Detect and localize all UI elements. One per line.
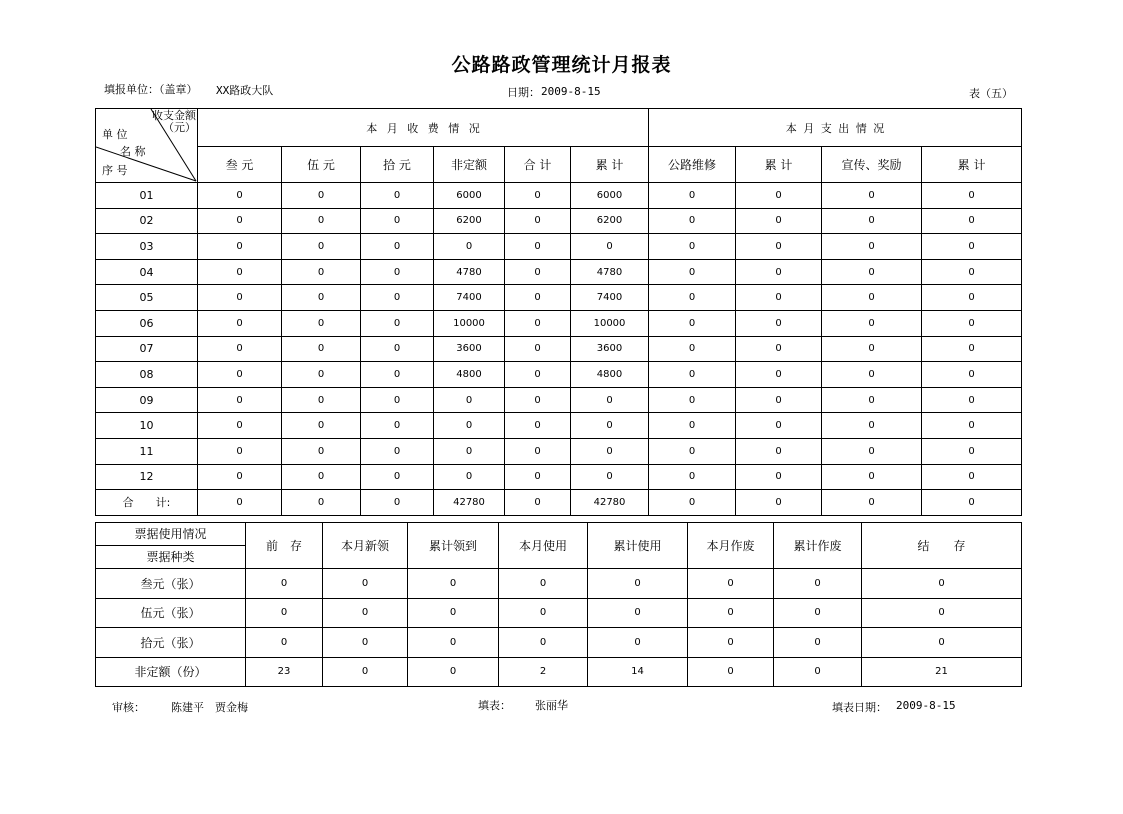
ticket-row <box>96 657 1022 687</box>
data-cell: 4780 <box>434 259 505 285</box>
row-label: 04 <box>96 259 198 285</box>
date-value: 2009-8-15 <box>541 85 601 98</box>
table-row <box>96 183 1022 209</box>
data-cell: 0 <box>505 413 571 439</box>
data-cell: 0 <box>361 208 434 234</box>
data-cell: 42780 <box>571 490 649 516</box>
ticket-corner-cell <box>96 523 246 569</box>
data-cell: 0 <box>822 490 922 516</box>
data-cell: 0 <box>361 490 434 516</box>
row-label: 02 <box>96 208 198 234</box>
ticket-usage-label: 票据使用情况 <box>96 523 245 546</box>
ticket-type: 非定额（份） <box>96 657 246 687</box>
expense-group-header: 本 月 支 出 情 况 <box>649 109 1022 147</box>
data-cell: 0 <box>282 336 361 362</box>
ticket-row <box>96 628 1022 658</box>
filler-name: 张丽华 <box>535 699 568 712</box>
data-cell: 0 <box>361 464 434 490</box>
data-cell: 0 <box>505 183 571 209</box>
data-cell: 0 <box>505 259 571 285</box>
ticket-column-header: 本月作废 <box>688 523 774 569</box>
data-cell: 0 <box>822 413 922 439</box>
data-cell: 0 <box>198 438 282 464</box>
ticket-cell: 0 <box>408 569 499 599</box>
data-cell: 0 <box>736 259 822 285</box>
column-header: 公路维修 <box>649 147 736 183</box>
data-cell: 0 <box>198 387 282 413</box>
data-cell: 4780 <box>571 259 649 285</box>
data-cell: 0 <box>649 285 736 311</box>
report-title: 公路路政管理统计月报表 <box>451 54 672 76</box>
data-cell: 0 <box>361 336 434 362</box>
data-cell: 0 <box>505 464 571 490</box>
data-cell: 0 <box>649 310 736 336</box>
ticket-cell: 0 <box>499 569 588 599</box>
table-row <box>96 413 1022 439</box>
ticket-column-header: 累计领到 <box>408 523 499 569</box>
data-cell: 0 <box>505 234 571 260</box>
ticket-cell: 0 <box>862 598 1022 628</box>
data-cell: 0 <box>282 464 361 490</box>
table-row <box>96 310 1022 336</box>
data-cell: 0 <box>282 438 361 464</box>
data-cell: 42780 <box>434 490 505 516</box>
data-cell: 0 <box>922 285 1022 311</box>
data-cell: 0 <box>282 387 361 413</box>
data-cell: 0 <box>649 183 736 209</box>
ticket-cell: 0 <box>323 569 408 599</box>
corner-serial-label: 序 号 <box>102 164 128 177</box>
data-cell: 0 <box>198 336 282 362</box>
corner-amount-label: 收支金额（元） <box>152 109 196 134</box>
data-cell: 0 <box>282 285 361 311</box>
ticket-type: 拾元（张） <box>96 628 246 658</box>
data-cell: 0 <box>649 234 736 260</box>
data-cell: 0 <box>822 183 922 209</box>
table-row <box>96 362 1022 388</box>
data-cell: 0 <box>434 464 505 490</box>
unit-label: 填报单位：（盖章） <box>104 83 198 96</box>
data-cell: 0 <box>198 208 282 234</box>
data-cell: 10000 <box>434 310 505 336</box>
ticket-cell: 0 <box>323 628 408 658</box>
data-cell: 0 <box>571 413 649 439</box>
data-cell: 0 <box>922 310 1022 336</box>
data-cell: 0 <box>649 490 736 516</box>
data-cell: 0 <box>822 259 922 285</box>
corner-unit-label: 单 位 <box>102 128 128 141</box>
date-label: 日期： <box>507 86 540 99</box>
data-cell: 0 <box>922 183 1022 209</box>
column-header: 累 计 <box>736 147 822 183</box>
ticket-cell: 0 <box>323 598 408 628</box>
data-cell: 0 <box>649 362 736 388</box>
data-cell: 0 <box>198 234 282 260</box>
data-cell: 0 <box>822 208 922 234</box>
ticket-cell: 0 <box>774 569 862 599</box>
review-label: 审核： <box>112 701 145 714</box>
data-cell: 7400 <box>434 285 505 311</box>
data-cell: 0 <box>649 208 736 234</box>
ticket-column-header: 本月新领 <box>323 523 408 569</box>
data-cell: 0 <box>922 259 1022 285</box>
ticket-cell: 0 <box>774 657 862 687</box>
table-row <box>96 387 1022 413</box>
ticket-cell: 0 <box>588 598 688 628</box>
table-row <box>96 438 1022 464</box>
ticket-cell: 0 <box>499 628 588 658</box>
data-cell: 6200 <box>434 208 505 234</box>
data-cell: 0 <box>505 387 571 413</box>
data-cell: 0 <box>736 310 822 336</box>
form-number: 表（五） <box>969 87 1013 100</box>
ticket-cell: 23 <box>246 657 323 687</box>
row-label: 07 <box>96 336 198 362</box>
column-header: 拾 元 <box>361 147 434 183</box>
ticket-cell: 0 <box>688 598 774 628</box>
data-cell: 0 <box>822 362 922 388</box>
ticket-cell: 0 <box>408 598 499 628</box>
corner-name-label: 名 称 <box>120 145 146 158</box>
data-cell: 6200 <box>571 208 649 234</box>
data-cell: 0 <box>282 310 361 336</box>
ticket-type: 叁元（张） <box>96 569 246 599</box>
ticket-type: 伍元（张） <box>96 598 246 628</box>
ticket-cell: 14 <box>588 657 688 687</box>
data-cell: 0 <box>736 464 822 490</box>
data-cell: 0 <box>505 208 571 234</box>
row-label: 10 <box>96 413 198 439</box>
ticket-type-label: 票据种类 <box>146 550 195 564</box>
row-label: 合 计: <box>96 490 198 516</box>
ticket-usage-table <box>95 522 1022 687</box>
data-cell: 0 <box>505 310 571 336</box>
data-cell: 0 <box>198 464 282 490</box>
data-cell: 0 <box>822 310 922 336</box>
ticket-cell: 0 <box>246 598 323 628</box>
total-row <box>96 490 1022 516</box>
ticket-column-header: 累计作废 <box>774 523 862 569</box>
data-cell: 0 <box>736 490 822 516</box>
data-cell: 0 <box>198 183 282 209</box>
row-label: 06 <box>96 310 198 336</box>
table-row <box>96 336 1022 362</box>
data-cell: 0 <box>198 413 282 439</box>
column-header: 累 计 <box>922 147 1022 183</box>
data-cell: 0 <box>282 413 361 439</box>
table-row <box>96 285 1022 311</box>
data-cell: 0 <box>736 234 822 260</box>
ticket-cell: 0 <box>499 598 588 628</box>
data-cell: 0 <box>361 234 434 260</box>
ticket-cell: 2 <box>499 657 588 687</box>
data-cell: 0 <box>736 387 822 413</box>
ticket-cell: 0 <box>774 628 862 658</box>
ticket-cell: 0 <box>408 657 499 687</box>
data-cell: 0 <box>361 387 434 413</box>
data-cell: 0 <box>922 464 1022 490</box>
ticket-cell: 0 <box>688 657 774 687</box>
data-cell: 0 <box>198 285 282 311</box>
reviewer-names: 陈建平 贾金梅 <box>171 701 248 714</box>
data-cell: 0 <box>198 310 282 336</box>
table-row <box>96 208 1022 234</box>
data-cell: 0 <box>649 336 736 362</box>
data-cell: 0 <box>571 234 649 260</box>
column-header: 伍 元 <box>282 147 361 183</box>
ticket-column-header: 结 存 <box>862 523 1022 569</box>
data-cell: 4800 <box>434 362 505 388</box>
row-label: 08 <box>96 362 198 388</box>
data-cell: 0 <box>649 464 736 490</box>
table-row <box>96 234 1022 260</box>
data-cell: 0 <box>198 490 282 516</box>
column-header: 叁 元 <box>198 147 282 183</box>
data-cell: 0 <box>736 208 822 234</box>
ticket-row <box>96 598 1022 628</box>
data-cell: 0 <box>736 413 822 439</box>
data-cell: 0 <box>822 285 922 311</box>
data-cell: 0 <box>922 438 1022 464</box>
data-cell: 0 <box>434 234 505 260</box>
data-cell: 0 <box>361 183 434 209</box>
data-cell: 0 <box>434 387 505 413</box>
unit-value: XX路政大队 <box>216 84 274 97</box>
data-cell: 0 <box>198 259 282 285</box>
table-row <box>96 259 1022 285</box>
data-cell: 3600 <box>571 336 649 362</box>
data-cell: 0 <box>571 387 649 413</box>
data-cell: 0 <box>736 183 822 209</box>
data-cell: 0 <box>649 387 736 413</box>
data-cell: 0 <box>282 208 361 234</box>
data-cell: 0 <box>922 362 1022 388</box>
data-cell: 0 <box>282 234 361 260</box>
data-cell: 7400 <box>571 285 649 311</box>
data-cell: 0 <box>822 438 922 464</box>
data-cell: 0 <box>505 336 571 362</box>
data-cell: 0 <box>361 362 434 388</box>
data-cell: 0 <box>361 285 434 311</box>
row-label: 01 <box>96 183 198 209</box>
row-label: 09 <box>96 387 198 413</box>
column-header: 合 计 <box>505 147 571 183</box>
ticket-cell: 0 <box>588 628 688 658</box>
ticket-row <box>96 569 1022 599</box>
data-cell: 0 <box>736 285 822 311</box>
ticket-cell: 0 <box>688 569 774 599</box>
data-cell: 0 <box>361 438 434 464</box>
data-cell: 6000 <box>571 183 649 209</box>
corner-cell <box>96 109 198 183</box>
data-cell: 0 <box>736 336 822 362</box>
data-cell: 0 <box>282 490 361 516</box>
data-cell: 0 <box>736 362 822 388</box>
table-row <box>96 464 1022 490</box>
data-cell: 0 <box>922 387 1022 413</box>
data-cell: 0 <box>922 413 1022 439</box>
column-header: 累 计 <box>571 147 649 183</box>
income-expense-table <box>95 108 1022 516</box>
data-cell: 0 <box>736 438 822 464</box>
ticket-cell: 0 <box>688 628 774 658</box>
data-cell: 0 <box>361 310 434 336</box>
row-label: 05 <box>96 285 198 311</box>
data-cell: 3600 <box>434 336 505 362</box>
data-cell: 0 <box>282 362 361 388</box>
data-cell: 4800 <box>571 362 649 388</box>
data-cell: 0 <box>434 413 505 439</box>
filler-label: 填表： <box>478 699 511 712</box>
ticket-cell: 21 <box>862 657 1022 687</box>
data-cell: 0 <box>822 464 922 490</box>
ticket-cell: 0 <box>246 628 323 658</box>
ticket-cell: 0 <box>588 569 688 599</box>
data-cell: 0 <box>361 413 434 439</box>
data-cell: 0 <box>505 490 571 516</box>
ticket-cell: 0 <box>862 628 1022 658</box>
fill-date-value: 2009-8-15 <box>896 699 956 712</box>
column-header: 非定额 <box>434 147 505 183</box>
ticket-column-header: 前 存 <box>246 523 323 569</box>
ticket-cell: 0 <box>408 628 499 658</box>
data-cell: 0 <box>822 336 922 362</box>
data-cell: 0 <box>434 438 505 464</box>
data-cell: 0 <box>505 285 571 311</box>
data-cell: 0 <box>505 438 571 464</box>
data-cell: 0 <box>282 183 361 209</box>
data-cell: 0 <box>505 362 571 388</box>
data-cell: 0 <box>822 234 922 260</box>
data-cell: 6000 <box>434 183 505 209</box>
data-cell: 0 <box>922 336 1022 362</box>
ticket-cell: 0 <box>774 598 862 628</box>
ticket-cell: 0 <box>246 569 323 599</box>
data-cell: 0 <box>649 438 736 464</box>
data-cell: 10000 <box>571 310 649 336</box>
data-cell: 0 <box>361 259 434 285</box>
row-label: 11 <box>96 438 198 464</box>
row-label: 12 <box>96 464 198 490</box>
ticket-cell: 0 <box>323 657 408 687</box>
data-cell: 0 <box>922 490 1022 516</box>
fill-date-label: 填表日期： <box>832 701 887 714</box>
ticket-cell: 0 <box>862 569 1022 599</box>
data-cell: 0 <box>198 362 282 388</box>
data-cell: 0 <box>922 234 1022 260</box>
data-cell: 0 <box>649 259 736 285</box>
row-label: 03 <box>96 234 198 260</box>
data-cell: 0 <box>922 208 1022 234</box>
ticket-column-header: 累计使用 <box>588 523 688 569</box>
ticket-column-header: 本月使用 <box>499 523 588 569</box>
income-group-header: 本 月 收 费 情 况 <box>198 109 649 147</box>
data-cell: 0 <box>822 387 922 413</box>
data-cell: 0 <box>571 464 649 490</box>
data-cell: 0 <box>282 259 361 285</box>
data-cell: 0 <box>649 413 736 439</box>
column-header: 宣传、奖励 <box>822 147 922 183</box>
data-cell: 0 <box>571 438 649 464</box>
